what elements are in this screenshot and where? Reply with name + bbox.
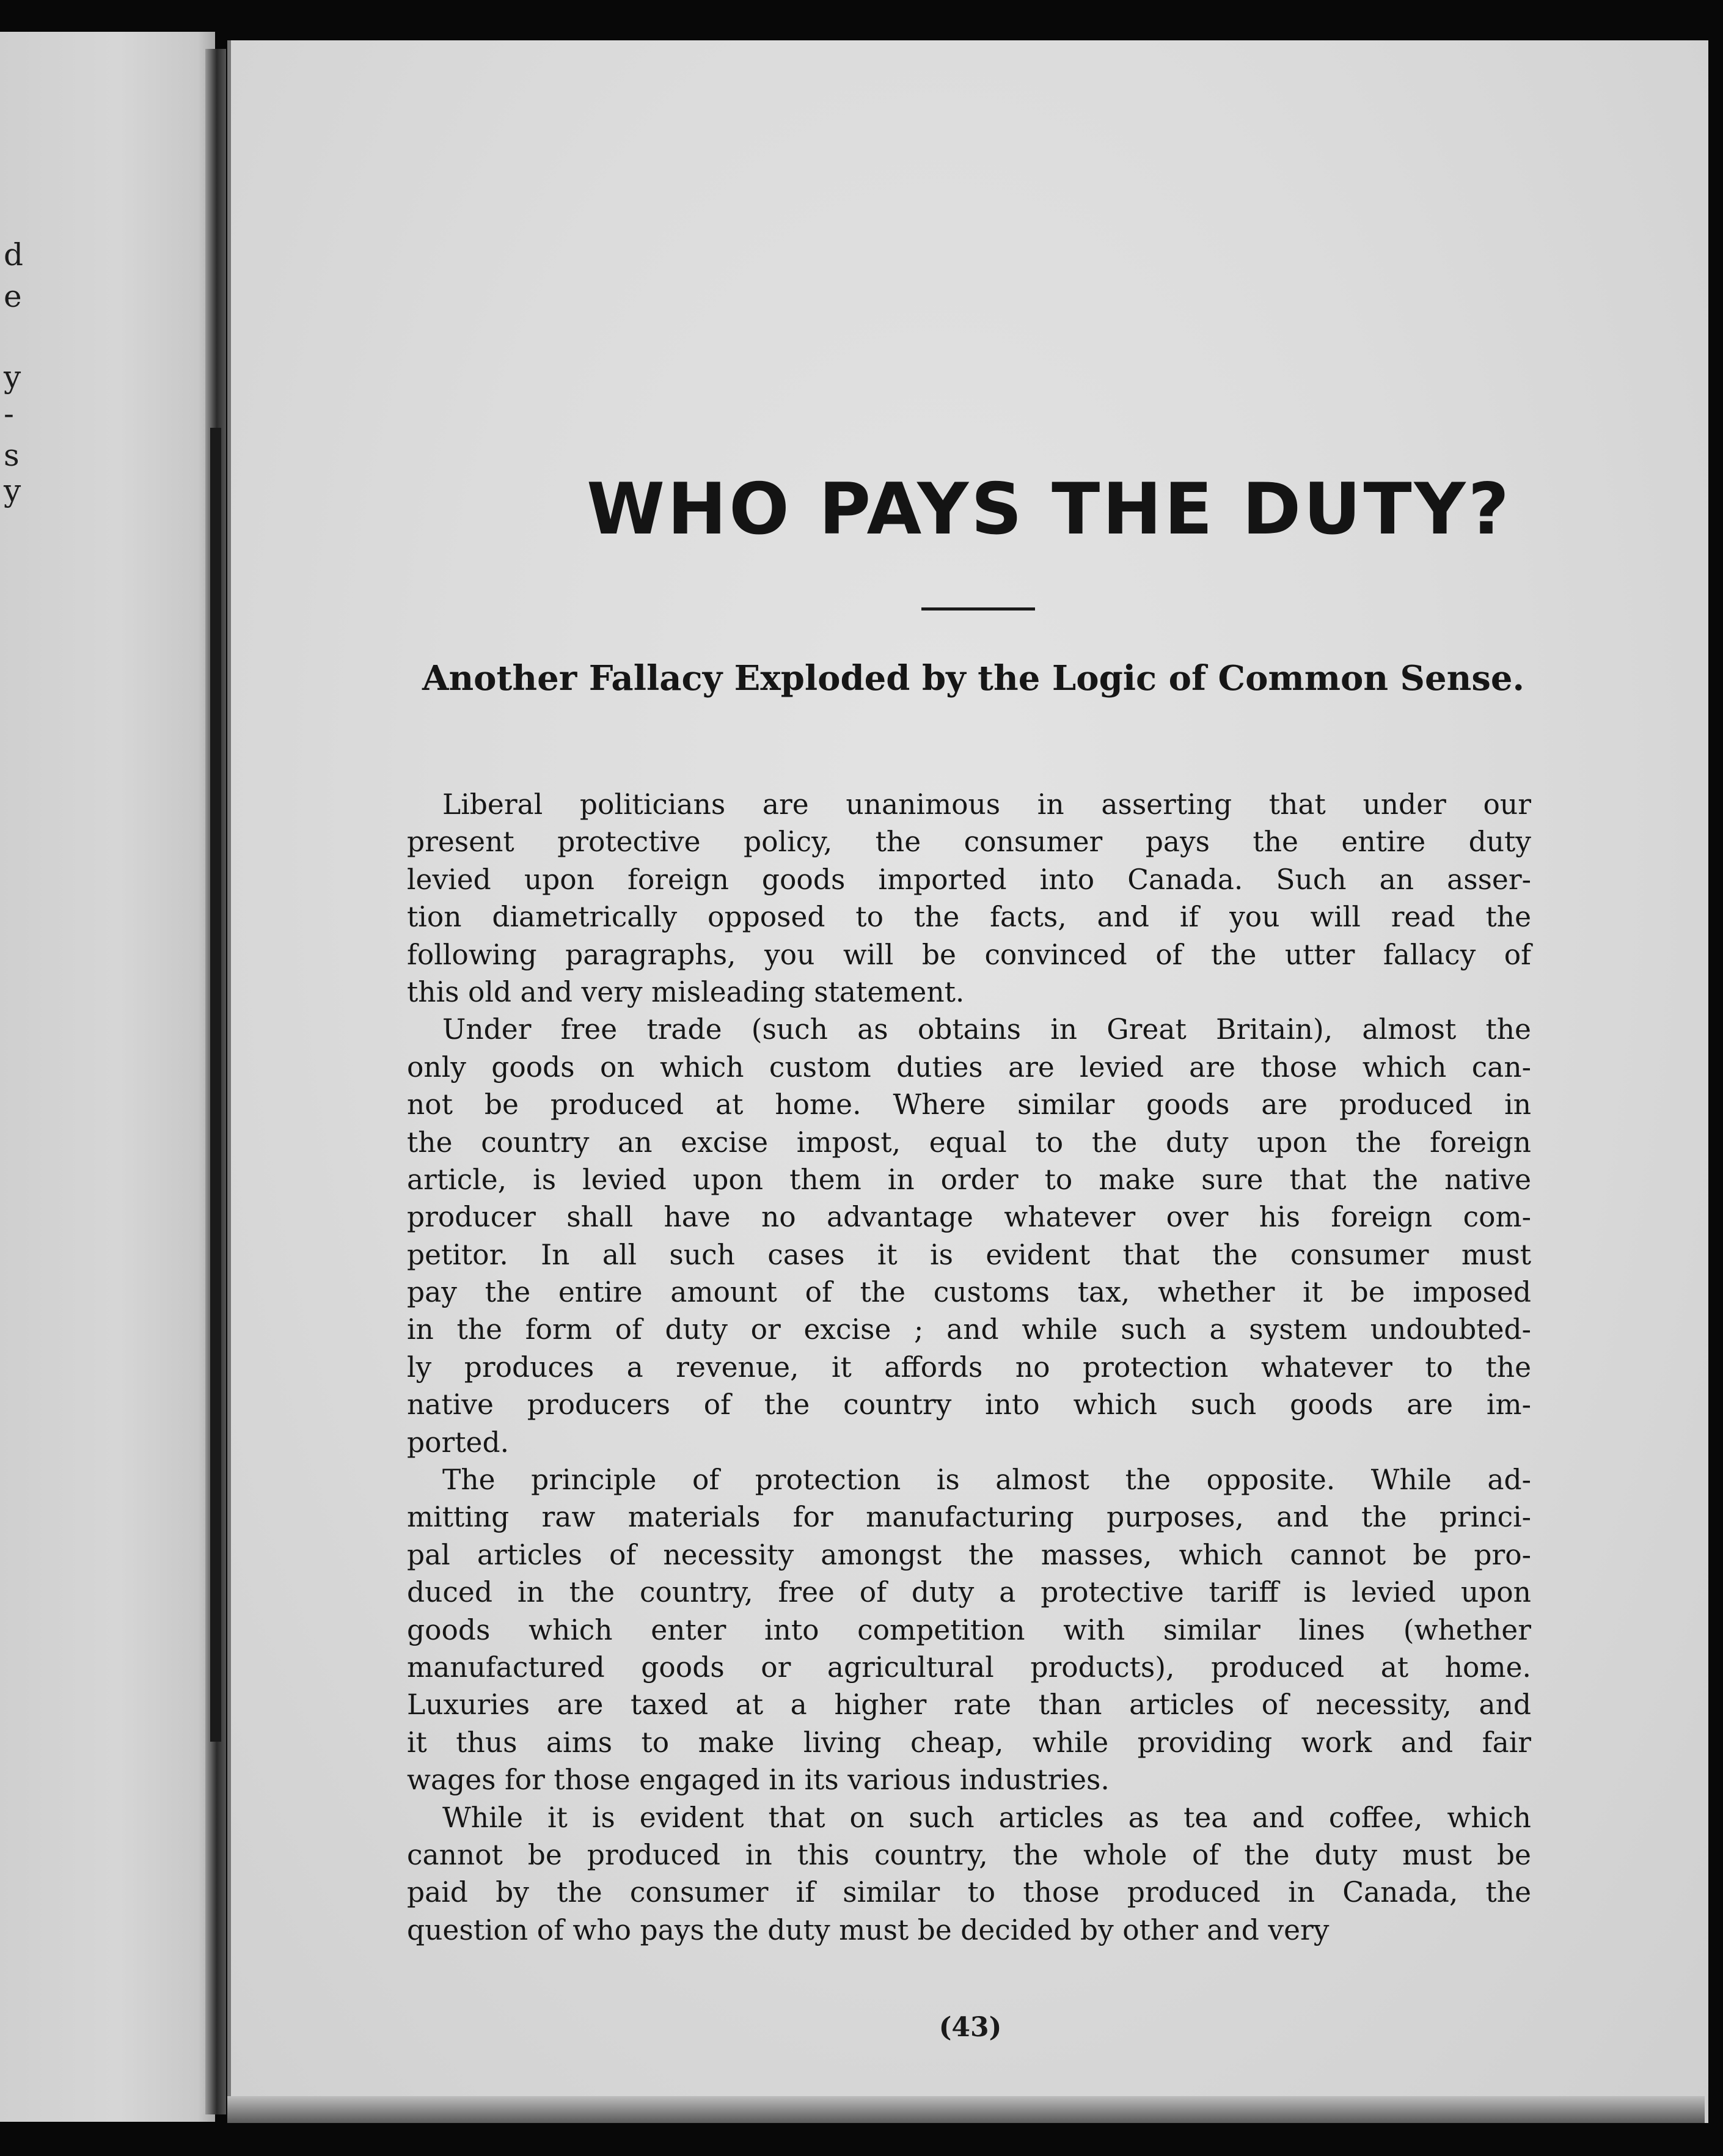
edge-fragment: d [4, 237, 24, 273]
text-line: producer shall have no advantage whatever over his foreign com- [407, 1201, 1531, 1234]
text-line: The principle of protection is almost the opposite. While ad- [442, 1464, 1531, 1497]
text-line: pay the entire amount of the customs tax, whether it be imposed [407, 1276, 1531, 1309]
paragraph [407, 786, 1531, 1011]
text-line: pal articles of necessity amongst the masses, which cannot be pro- [407, 1538, 1531, 1571]
text-line: the country an excise impost, equal to the duty upon the foreign [407, 1126, 1531, 1159]
edge-fragment: e [4, 279, 22, 314]
book-gutter-shadow [210, 428, 221, 1742]
page-bottom-edge [227, 2096, 1705, 2123]
text-line: in the form of duty or excise ; and while such a system undoubted- [407, 1313, 1531, 1346]
text-line: paid by the consumer if similar to those produced in Canada, the [407, 1876, 1531, 1909]
text-line: native producers of the country into which such goods are im- [407, 1388, 1531, 1421]
edge-fragment: y [4, 473, 21, 508]
edge-fragment: y [4, 359, 21, 395]
edge-fragment: s [4, 438, 20, 473]
text-line: tion diametrically opposed to the facts, and if you will read the [407, 901, 1531, 934]
text-line: duced in the country, free of duty a protective tariff is levied upon [407, 1576, 1531, 1609]
paragraph [407, 1461, 1531, 1799]
page-subtitle: Another Fallacy Exploded by the Logic of Common Sense. [422, 658, 1524, 698]
edge-fragment: - [4, 396, 14, 431]
page-title: WHO PAYS THE DUTY? [587, 468, 1512, 551]
text-line: levied upon foreign goods imported into Canada. Such an asser- [407, 863, 1531, 896]
text-line: not be produced at home. Where similar goods are produced in [407, 1088, 1531, 1121]
text-line: While it is evident that on such articles as tea and coffee, which [442, 1801, 1531, 1834]
paragraph [407, 1011, 1531, 1461]
text-line: Under free trade (such as obtains in Great Britain), almost the [442, 1013, 1531, 1046]
text-line: mitting raw materials for manufacturing purposes, and the princi- [407, 1501, 1531, 1534]
book-page [227, 40, 1708, 2123]
text-line: only goods on which custom duties are levied are those which can- [407, 1050, 1531, 1084]
text-line: this old and very misleading statement. [407, 975, 965, 1008]
text-line: petitor. In all such cases it is evident that the consumer must [407, 1238, 1531, 1271]
paragraph [407, 1799, 1531, 1949]
text-line: present protective policy, the consumer pays the entire duty [407, 826, 1531, 859]
text-line: goods which enter into competition with similar lines (whether [407, 1613, 1531, 1646]
text-line: Liberal politicians are unanimous in asserting that under our [442, 788, 1531, 821]
text-line: question of who pays the duty must be decided by other and very [407, 1913, 1330, 1946]
text-line: wages for those engaged in its various industries. [407, 1764, 1110, 1797]
title-divider [921, 607, 1035, 610]
text-line: Luxuries are taxed at a higher rate than articles of necessity, and [407, 1689, 1531, 1722]
page-number: (43) [938, 2012, 1002, 2043]
previous-page-edge [0, 32, 215, 2122]
text-line: manufactured goods or agricultural products), produced at home. [407, 1651, 1531, 1684]
article-body [407, 786, 1531, 1949]
text-line: it thus aims to make living cheap, while providing work and fair [407, 1726, 1531, 1759]
text-line: ly produces a revenue, it affords no protection whatever to the [407, 1351, 1531, 1384]
text-line: following paragraphs, you will be convinced of the utter fallacy of [407, 938, 1531, 971]
text-line: article, is levied upon them in order to make sure that the native [407, 1163, 1531, 1196]
text-line: cannot be produced in this country, the whole of the duty must be [407, 1838, 1531, 1871]
text-line: ported. [407, 1426, 510, 1459]
